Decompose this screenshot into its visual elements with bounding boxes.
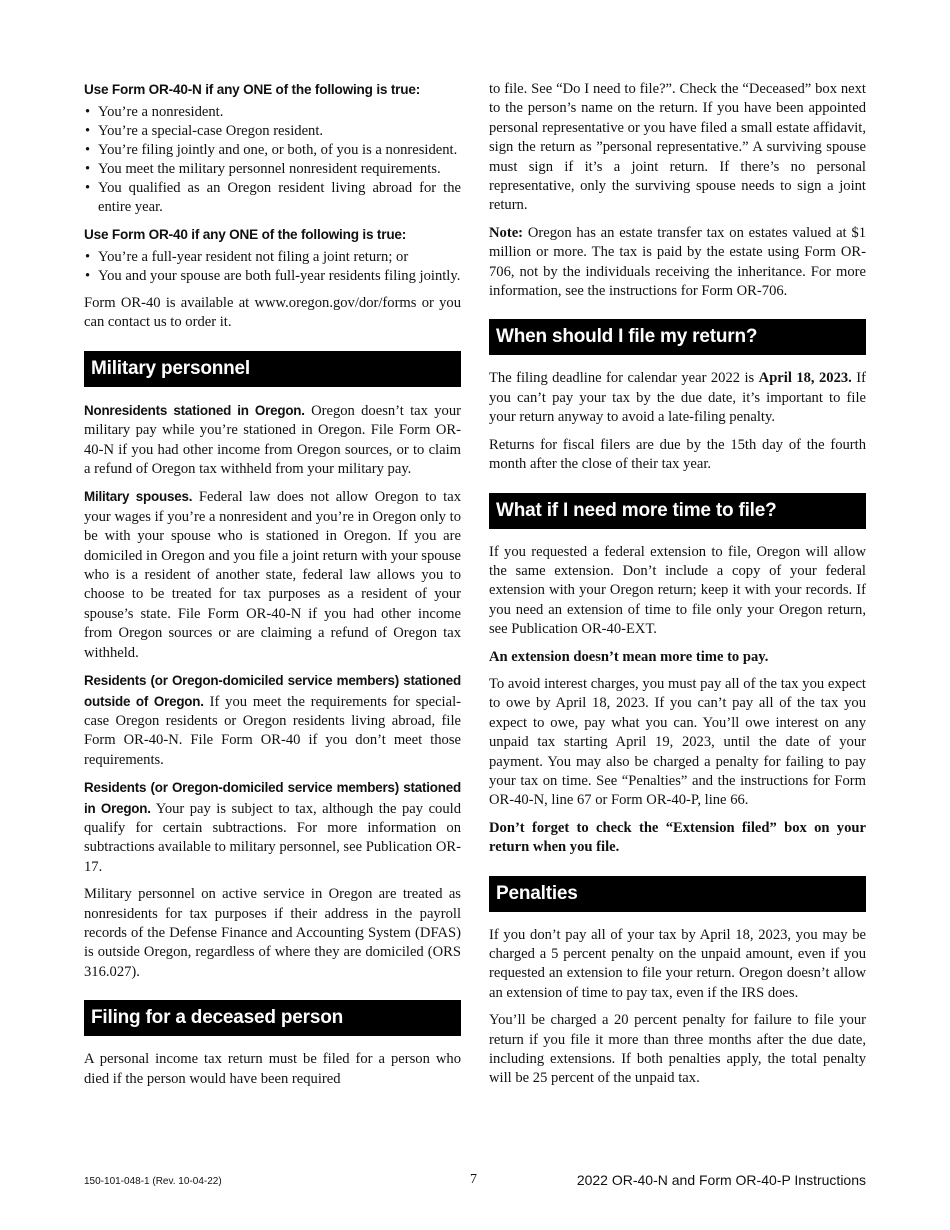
lead-stationed-inside: Residents (or Oregon-domiciled service members) stationed in Oregon. — [84, 780, 461, 816]
paragraph-deceased-start: A personal income tax return must be filed for a person who died if the person would have been required — [84, 1051, 461, 1087]
section-heading-when-file: When should I file my return? — [489, 319, 866, 355]
list-item: • You meet the military personnel nonresident requirements. — [84, 160, 461, 179]
list-item: • You’re a nonresident. — [84, 103, 461, 122]
or40n-list — [84, 103, 461, 217]
or40-availability: Form OR-40 is available at www.oregon.gov/dor/forms or you can contact us to order it. — [84, 295, 461, 331]
list-item: • You’re filing jointly and one, or both, of you is a nonresident. — [84, 141, 461, 160]
section-heading-more-time: What if I need more time to file? — [489, 493, 866, 529]
paragraph-extension: If you requested a federal extension to file, Oregon will allow the same extension. Don’t include a copy of your federal extension with your Oregon return; keep it with your records. If you need an extension of time to file only your Oregon return, see Publication OR-40-EXT. — [489, 543, 866, 638]
list-item: • You’re a special-case Oregon resident. — [84, 122, 461, 141]
deadline-intro: The filing deadline for calendar year 2022 is — [489, 370, 759, 387]
left-column — [84, 80, 461, 1097]
paragraph-penalty-file: You’ll be charged a 20 percent penalty for failure to file your return if you file it more than three months after the due date, including extensions. If both penalties apply, the total penalty will be 25 percent of the unpaid tax. — [489, 1012, 866, 1087]
paragraph-active-service: Military personnel on active service in Oregon are treated as nonresidents for tax purposes if their address in the payroll records of the Defense Finance and Accounting System (DFAS) is outside Oregon, regardless of where they are domiciled (ORS 316.027). — [84, 886, 461, 980]
form-number: 150-101-048-1 (Rev. 10-04-22) — [84, 1176, 222, 1187]
paragraph-penalty-pay: If you don’t pay all of your tax by April 18, 2023, you may be charged a 5 percent penalty on the unpaid amount, even if you requested an extension to file your return. Oregon doesn’t allow an extension of time to pay tax, even if the IRS does. — [489, 926, 866, 1001]
or40-list — [84, 248, 461, 286]
note-text: Oregon has an estate transfer tax on estates valued at $1 million or more. The tax is paid by the estate using Form OR-706, not by the individuals receiving the inheritance. For more information, see the instructions for Form OR-706. — [489, 224, 866, 300]
paragraph-stationed-inside — [84, 778, 461, 877]
lead-nonresidents: Nonresidents stationed in Oregon. — [84, 402, 305, 418]
paragraph-fiscal-filers: Returns for fiscal filers are due by the 15th day of the fourth month after the close of their tax year. — [489, 436, 866, 473]
checkbox-reminder: Don’t forget to check the “Extension filed” box on your return when you file. — [489, 819, 866, 856]
list-item: • You’re a full-year resident not filing a joint return; or — [84, 248, 461, 267]
paragraph-interest: To avoid interest charges, you must pay all of the tax you expect to owe by April 18, 2023. If you can’t pay all of the tax you expect to owe, pay what you can. You’ll owe interest on any unpaid tax starting April 19, 2023, until the date of your payment. You may also be charged a penalty for failing to pay your tax on time. See “Penalties” and the instructions for Form OR-40-N, line 67 or Form OR-40-P, line 66. — [489, 675, 866, 809]
section-heading-deceased: Filing for a deceased person — [84, 1000, 461, 1036]
deadline-date: April 18, 2023. — [758, 370, 852, 387]
paragraph-deceased-continued: to file. See “Do I need to file?”. Check the “Deceased” box next to the person’s name on the return. If you have been appointed personal representative or you have filed a small estate affidavit, sign the return as ”personal representative.” A surviving spouse must sign if it’s a joint return. If there’s no personal representative, only the surviving spouse needs to sign a joint return. — [489, 81, 866, 214]
text-stationed-outside: If you meet the requirements for special-case Oregon residents or Oregon residents living abroad, file Form OR-40-N. File Form OR-40 if you don’t meet those requirements. — [84, 693, 461, 768]
right-column — [489, 80, 866, 1097]
or40-heading: Use Form OR-40 if any ONE of the following is true: — [84, 227, 407, 242]
extension-warning: An extension doesn’t mean more time to pay. — [489, 648, 769, 665]
lead-stationed-outside: Residents (or Oregon-domiciled service members) stationed outside of Oregon. — [84, 673, 461, 709]
deadline-detail: If you can’t pay your tax by the due date, it’s important to file your return anyway to avoid a late-filing penalty. — [489, 370, 866, 426]
paragraph-deadline — [489, 369, 866, 427]
list-item: • You and your spouse are both full-year residents filing jointly. — [84, 267, 461, 286]
list-item: • You qualified as an Oregon resident living abroad for the entire year. — [84, 179, 461, 217]
text-military-spouses: Federal law does not allow Oregon to tax your wages if you’re a nonresident and you’re in Oregon only to be with your spouse who is stationed in Oregon. If you are domiciled in Oregon and you file a joint return with your spouse who is a resident of another state, federal law allows you to choose to be treated for tax purposes as a resident of your spouse’s state. File Form OR-40-N if you had other income from Oregon sources or are claiming a refund of Oregon tax withheld. — [84, 489, 461, 661]
or40n-heading: Use Form OR-40-N if any ONE of the following is true: — [84, 82, 421, 97]
section-heading-military: Military personnel — [84, 351, 461, 387]
note-label: Note: — [489, 224, 524, 241]
paragraph-estate-note — [489, 224, 866, 302]
page-footer — [84, 1172, 866, 1192]
document-title: 2022 OR-40-N and Form OR-40-P Instructions — [576, 1172, 866, 1188]
page-number: 7 — [470, 1172, 477, 1187]
paragraph-military-spouses — [84, 487, 461, 663]
text-nonresidents: Oregon doesn’t tax your military pay while you’re stationed in Oregon. File Form OR-40-N if you had other income from Oregon sources, or to claim a refund of Oregon tax withheld from your military pay. — [84, 402, 461, 478]
lead-military-spouses: Military spouses. — [84, 489, 193, 505]
paragraph-stationed-outside — [84, 671, 461, 770]
text-stationed-inside: Your pay is subject to tax, although the pay could qualify for certain subtractions. For more information on subtractions available to military personnel, see Publication OR-17. — [84, 800, 461, 875]
paragraph-nonresidents — [84, 401, 461, 480]
section-heading-penalties: Penalties — [489, 876, 866, 912]
